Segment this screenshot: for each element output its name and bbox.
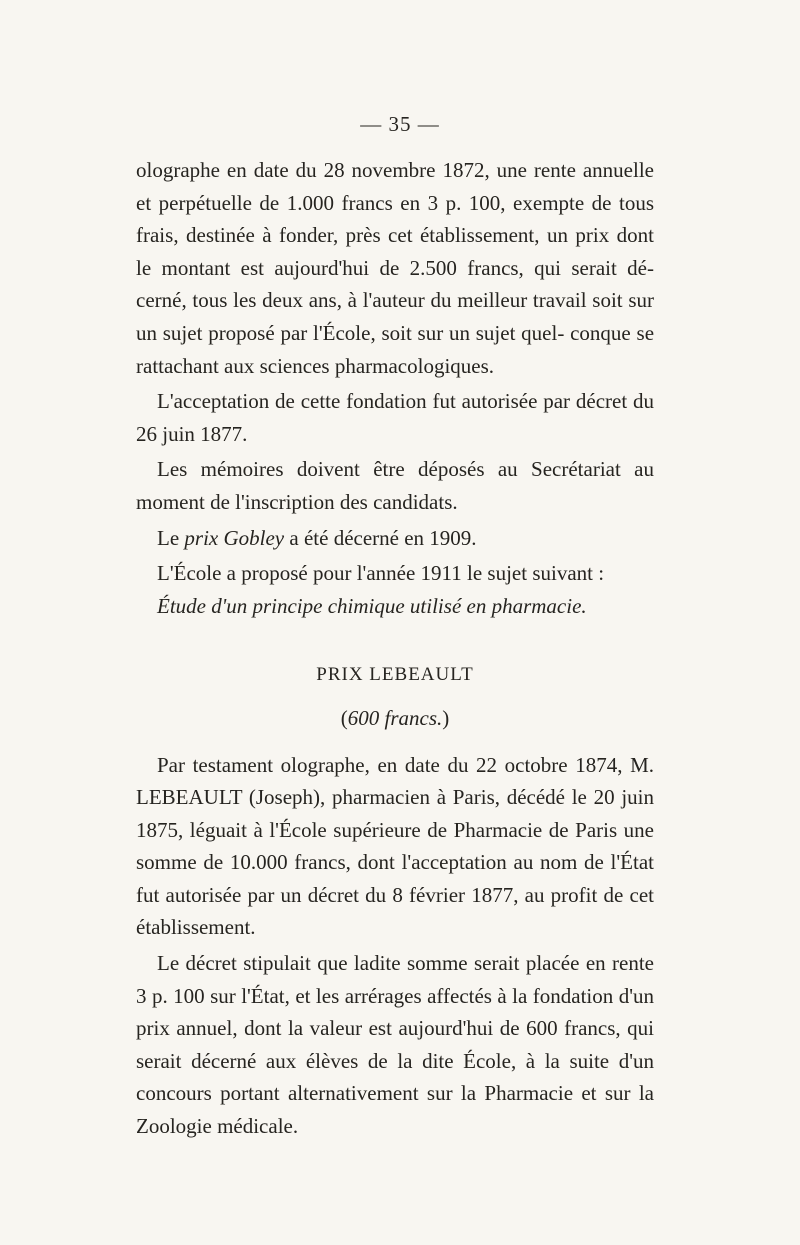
text-line: d'un prix annuel, dont la valeur est aujourd'hui de 600 francs, — [136, 983, 655, 1041]
page-number: — 35 — — [360, 112, 440, 136]
text-line: M. LEBEAULT (Joseph), pharmacien à Paris, décédé le 20 juin — [136, 752, 655, 810]
text-line: Le décret stipulait que ladite somme serait placée en rente — [157, 951, 654, 976]
testament-paragraph — [136, 749, 654, 945]
text-line: frais, destinée à fonder, près cet établissement, un prix dont — [136, 223, 654, 248]
text-line: cet établissement. — [136, 882, 655, 940]
text-line: cerné, tous les deux ans, à l'auteur du meilleur travail soit — [136, 288, 623, 313]
awarded-prefix: Le — [157, 525, 185, 550]
text-line: L'acceptation de cette fondation fut autorisée par décret — [157, 389, 628, 414]
text-line: et perpétuelle de 1.000 francs en 3 p. 100, exempte de tous — [136, 190, 654, 215]
text-line: 1875, léguait à l'École supérieure de Pharmacie de Paris une — [136, 817, 654, 842]
text-line: Par testament olographe, en date du 22 octobre 1874, — [157, 752, 623, 777]
text-line: 3 p. 100 sur l'État, et les arrérages affectés à la fondation — [136, 983, 614, 1008]
gobley-continuation — [136, 154, 654, 382]
text-line: qui serait décerné aux élèves de la dite École, à la suite d'un — [136, 1016, 655, 1073]
text-line: la Zoologie médicale. — [136, 1081, 654, 1139]
text-line: Les mémoires doivent être déposés au Secrétariat au — [157, 457, 654, 482]
deposit-paragraph — [136, 453, 654, 518]
acceptance-paragraph — [136, 385, 654, 450]
text-line: moment de l'inscription des candidats. — [136, 489, 458, 514]
text-line: du 26 juin 1877. — [136, 389, 654, 446]
text-line: conque se rattachant aux sciences pharmacologiques. — [136, 320, 655, 378]
text-line: somme de 10.000 francs, dont l'acceptation au nom de l'État — [136, 850, 654, 875]
subject-title: Étude d'un principe chimique utilisé en pharmacie. — [157, 593, 587, 618]
text-line: le montant est aujourd'hui de 2.500 francs, qui serait dé- — [136, 255, 654, 280]
awarded-suffix: a été décerné en 1909. — [284, 525, 477, 550]
section-amount: (600 francs.) — [340, 705, 450, 730]
donor-name: LEBEAULT — [136, 785, 243, 810]
text-line: olographe en date du 28 novembre 1872, une rente annuelle — [136, 158, 654, 182]
section-title: PRIX LEBEAULT — [316, 664, 474, 686]
text-line: fut autorisée par un décret du 8 février 1877, au profit de — [136, 882, 624, 907]
text-line: concours portant alternativement sur la Pharmacie et sur — [136, 1081, 631, 1106]
awarded-paragraph — [136, 522, 654, 555]
subject-intro: L'École a proposé pour l'année 1911 le sujet suivant : — [157, 561, 605, 586]
prize-name: prix Gobley — [184, 525, 285, 550]
body-text — [136, 154, 654, 1143]
text-line: sur un sujet proposé par l'École, soit sur un sujet quel- — [136, 288, 654, 345]
decree-paragraph — [136, 947, 654, 1143]
